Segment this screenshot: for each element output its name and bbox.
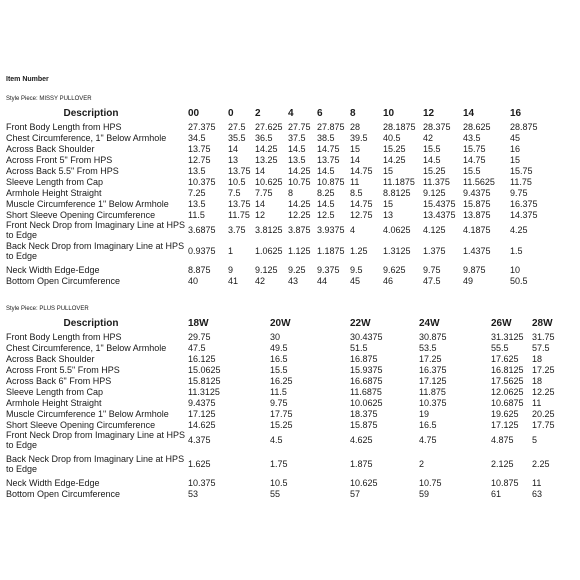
- table-row: [6, 430, 576, 450]
- row-description: Bottom Open Circumference: [6, 276, 121, 286]
- row-description: Across Front 5.5" From HPS: [6, 365, 120, 375]
- row-description: Neck Width Edge-Edge: [6, 265, 100, 275]
- header-size: 28W: [532, 318, 553, 329]
- row-value: 50.5: [510, 276, 528, 286]
- row-value: 4.125: [423, 225, 446, 235]
- row-value: 15: [510, 155, 521, 165]
- table-header-row: [6, 318, 576, 330]
- row-value: 18: [532, 354, 543, 364]
- row-value: 10.875: [491, 478, 519, 488]
- row-value: 14.75: [350, 166, 373, 176]
- row-value: 42: [255, 276, 266, 286]
- row-value: 40: [188, 276, 199, 286]
- row-value: 10.375: [188, 478, 216, 488]
- row-description: Armhole Height Straight: [6, 398, 102, 408]
- row-value: 1.5: [510, 246, 523, 256]
- row-value: 14.25: [383, 155, 406, 165]
- row-value: 42: [423, 133, 434, 143]
- row-value: 0.9375: [188, 246, 216, 256]
- row-value: 13.5: [188, 166, 206, 176]
- row-value: 55.5: [491, 343, 509, 353]
- row-value: 3.75: [228, 225, 246, 235]
- row-value: 30: [270, 332, 281, 342]
- row-value: 16.375: [419, 365, 447, 375]
- row-value: 10: [510, 265, 521, 275]
- row-value: 27.75: [288, 122, 311, 132]
- row-value: 4.25: [510, 225, 528, 235]
- row-value: 9.75: [270, 398, 288, 408]
- row-value: 30.875: [419, 332, 447, 342]
- row-value: 14: [350, 155, 361, 165]
- row-value: 31.75: [532, 332, 555, 342]
- row-value: 46: [383, 276, 394, 286]
- row-description: Armhole Height Straight: [6, 188, 102, 198]
- row-value: 7.75: [255, 188, 273, 198]
- row-value: 53: [188, 489, 199, 499]
- row-value: 14.25: [288, 199, 311, 209]
- row-value: 28.875: [510, 122, 538, 132]
- row-description: Back Neck Drop from Imaginary Line at HPS to Edge: [6, 454, 185, 474]
- row-value: 15.25: [270, 420, 293, 430]
- row-value: 2: [419, 459, 425, 469]
- header-size: 14: [463, 108, 475, 119]
- row-value: 9.75: [510, 188, 528, 198]
- row-value: 14: [255, 166, 266, 176]
- row-value: 35.5: [228, 133, 246, 143]
- row-value: 5: [532, 435, 538, 445]
- row-value: 15.4375: [423, 199, 456, 209]
- row-value: 2.25: [532, 459, 550, 469]
- row-value: 15.0625: [188, 365, 221, 375]
- row-value: 14: [255, 199, 266, 209]
- row-value: 9.4375: [463, 188, 491, 198]
- row-value: 11.5625: [463, 177, 495, 187]
- row-value: 10.75: [419, 478, 442, 488]
- row-value: 12.25: [288, 210, 311, 220]
- row-value: 1.875: [350, 459, 373, 469]
- table-row: [6, 488, 576, 500]
- row-value: 15.75: [463, 144, 486, 154]
- row-value: 36.5: [255, 133, 273, 143]
- row-value: 28.375: [423, 122, 451, 132]
- row-value: 17.75: [270, 409, 293, 419]
- row-value: 3.875: [288, 225, 311, 235]
- header-size: 4: [288, 108, 294, 119]
- row-value: 11.75: [228, 210, 250, 220]
- row-value: 13.75: [188, 144, 211, 154]
- row-value: 15.8125: [188, 376, 221, 386]
- table-header-row: [6, 108, 576, 120]
- row-value: 15: [383, 199, 394, 209]
- row-value: 29.75: [188, 332, 211, 342]
- row-value: 12.0625: [491, 387, 524, 397]
- row-value: 44: [317, 276, 328, 286]
- row-value: 1.625: [188, 459, 211, 469]
- row-value: 39.5: [350, 133, 368, 143]
- row-value: 10.6875: [491, 398, 524, 408]
- row-description: Chest Circumference, 1" Below Armhole: [6, 343, 167, 353]
- row-value: 38.5: [317, 133, 335, 143]
- row-value: 16.8125: [491, 365, 524, 375]
- row-value: 15.25: [423, 166, 446, 176]
- header-description: Description: [63, 318, 119, 329]
- row-value: 1.4375: [463, 246, 491, 256]
- row-value: 47.5: [188, 343, 206, 353]
- row-value: 10.375: [188, 177, 216, 187]
- header-size: 10: [383, 108, 395, 119]
- row-value: 1.375: [423, 246, 446, 256]
- row-description: Back Neck Drop from Imaginary Line at HPS to Edge: [6, 241, 185, 261]
- row-value: 10.625: [255, 177, 283, 187]
- row-description: Short Sleeve Opening Circumference: [6, 210, 156, 220]
- row-value: 1: [228, 246, 234, 256]
- row-value: 12.25: [532, 387, 555, 397]
- row-value: 40.5: [383, 133, 401, 143]
- row-value: 9: [228, 265, 234, 275]
- row-value: 16.6875: [350, 376, 383, 386]
- row-description: Sleeve Length from Cap: [6, 177, 104, 187]
- row-value: 10.5: [228, 177, 246, 187]
- row-value: 45: [510, 133, 521, 143]
- header-size: 24W: [419, 318, 440, 329]
- row-value: 28.625: [463, 122, 491, 132]
- row-value: 49.5: [270, 343, 288, 353]
- row-value: 2.125: [491, 459, 514, 469]
- row-value: 34.5: [188, 133, 206, 143]
- row-value: 9.25: [288, 265, 306, 275]
- row-description: Across Back 6" From HPS: [6, 376, 112, 386]
- row-value: 12.75: [350, 210, 373, 220]
- row-value: 11.3125: [188, 387, 220, 397]
- row-value: 16.125: [188, 354, 216, 364]
- row-value: 17.625: [491, 354, 519, 364]
- row-value: 4.75: [419, 435, 437, 445]
- row-value: 9.625: [383, 265, 406, 275]
- row-value: 4.1875: [463, 225, 491, 235]
- row-value: 14.5: [423, 155, 441, 165]
- row-value: 11: [532, 398, 542, 408]
- row-description: Short Sleeve Opening Circumference: [6, 420, 156, 430]
- row-value: 19: [419, 409, 430, 419]
- row-value: 10.0625: [350, 398, 383, 408]
- row-description: Across Back 5.5" From HPS: [6, 166, 119, 176]
- row-value: 14: [228, 144, 239, 154]
- row-value: 43.5: [463, 133, 481, 143]
- row-value: 4: [350, 225, 356, 235]
- row-value: 11: [532, 478, 542, 488]
- row-value: 4.0625: [383, 225, 411, 235]
- row-value: 28.1875: [383, 122, 416, 132]
- row-value: 7.5: [228, 188, 241, 198]
- row-value: 11.6875: [350, 387, 382, 397]
- row-value: 10.5: [270, 478, 288, 488]
- row-value: 13.5: [188, 199, 206, 209]
- row-value: 1.0625: [255, 246, 283, 256]
- header-size: 0: [228, 108, 234, 119]
- row-value: 14.625: [188, 420, 216, 430]
- row-value: 9.4375: [188, 398, 216, 408]
- row-value: 16.5: [419, 420, 437, 430]
- row-value: 15.5: [423, 144, 441, 154]
- row-value: 20.25: [532, 409, 555, 419]
- row-value: 15.5: [270, 365, 288, 375]
- row-value: 12.5: [317, 210, 335, 220]
- table-row: [6, 241, 576, 261]
- header-size: 22W: [350, 318, 371, 329]
- row-value: 17.125: [188, 409, 216, 419]
- row-value: 10.875: [317, 177, 345, 187]
- row-value: 16.875: [350, 354, 378, 364]
- row-value: 49: [463, 276, 474, 286]
- row-value: 13: [383, 210, 394, 220]
- row-value: 37.5: [288, 133, 306, 143]
- row-value: 47.5: [423, 276, 441, 286]
- row-description: Neck Width Edge-Edge: [6, 478, 100, 488]
- row-value: 1.1875: [317, 246, 345, 256]
- row-value: 15: [350, 144, 361, 154]
- row-value: 15.875: [350, 420, 378, 430]
- row-value: 12.75: [188, 155, 211, 165]
- row-value: 11.5: [270, 387, 287, 397]
- row-value: 3.8125: [255, 225, 283, 235]
- row-value: 11.875: [419, 387, 446, 397]
- header-size: 16: [510, 108, 522, 119]
- row-value: 9.75: [423, 265, 441, 275]
- row-value: 9.375: [317, 265, 340, 275]
- row-value: 17.125: [419, 376, 447, 386]
- row-description: Across Back Shoulder: [6, 144, 95, 154]
- table-row: [6, 220, 576, 240]
- row-value: 9.125: [423, 188, 446, 198]
- row-value: 27.375: [188, 122, 216, 132]
- header-size: 00: [188, 108, 200, 119]
- row-value: 17.5625: [491, 376, 524, 386]
- row-description: Across Back Shoulder: [6, 354, 95, 364]
- row-value: 4.875: [491, 435, 514, 445]
- row-value: 17.75: [532, 420, 555, 430]
- row-value: 19.625: [491, 409, 519, 419]
- row-value: 13.4375: [423, 210, 456, 220]
- row-value: 1.3125: [383, 246, 411, 256]
- row-value: 14.25: [255, 144, 278, 154]
- row-description: Front Neck Drop from Imaginary Line at HPS to Edge: [6, 220, 186, 240]
- row-value: 1.25: [350, 246, 368, 256]
- row-description: Across Front 5" From HPS: [6, 155, 113, 165]
- row-value: 57.5: [532, 343, 550, 353]
- row-value: 41: [228, 276, 239, 286]
- row-value: 13.75: [228, 199, 251, 209]
- row-value: 16.5: [270, 354, 288, 364]
- row-value: 14.5: [288, 144, 306, 154]
- row-value: 10.375: [419, 398, 447, 408]
- row-value: 27.875: [317, 122, 345, 132]
- row-value: 11.75: [510, 177, 532, 187]
- plus-style-label: Style Piece: PLUS PULLOVER: [6, 306, 89, 312]
- row-value: 7.25: [188, 188, 206, 198]
- row-value: 13.5: [288, 155, 306, 165]
- row-description: Chest Circumference, 1" Below Armhole: [6, 133, 167, 143]
- row-value: 31.3125: [491, 332, 524, 342]
- row-description: Front Body Length from HPS: [6, 332, 122, 342]
- header-size: 26W: [491, 318, 512, 329]
- row-value: 4.375: [188, 435, 211, 445]
- row-value: 15.875: [463, 199, 491, 209]
- row-value: 11.375: [423, 177, 450, 187]
- header-size: 12: [423, 108, 435, 119]
- row-value: 14.375: [510, 210, 538, 220]
- row-description: Bottom Open Circumference: [6, 489, 121, 499]
- row-value: 14.75: [350, 199, 373, 209]
- row-value: 43: [288, 276, 299, 286]
- header-size: 18W: [188, 318, 209, 329]
- row-value: 10.625: [350, 478, 378, 488]
- row-value: 10.75: [288, 177, 311, 187]
- row-value: 8.5: [350, 188, 363, 198]
- row-description: Muscle Circumference 1" Below Armhole: [6, 199, 169, 209]
- row-value: 13.25: [255, 155, 278, 165]
- row-value: 9.125: [255, 265, 278, 275]
- row-value: 1.125: [288, 246, 311, 256]
- row-value: 8.8125: [383, 188, 411, 198]
- row-value: 9.5: [350, 265, 363, 275]
- row-value: 63: [532, 489, 543, 499]
- row-value: 9.875: [463, 265, 486, 275]
- row-value: 16: [510, 144, 521, 154]
- row-value: 51.5: [350, 343, 368, 353]
- row-value: 8.875: [188, 265, 211, 275]
- row-value: 17.25: [532, 365, 555, 375]
- header-description: Description: [63, 108, 119, 119]
- header-size: 6: [317, 108, 323, 119]
- row-value: 16.375: [510, 199, 538, 209]
- header-size: 2: [255, 108, 261, 119]
- row-value: 11.1875: [383, 177, 415, 187]
- row-value: 55: [270, 489, 281, 499]
- row-value: 61: [491, 489, 502, 499]
- row-description: Front Neck Drop from Imaginary Line at HPS to Edge: [6, 430, 186, 450]
- row-value: 27.5: [228, 122, 246, 132]
- row-value: 15.9375: [350, 365, 383, 375]
- row-value: 14.5: [317, 166, 335, 176]
- row-value: 14.5: [317, 199, 335, 209]
- row-value: 13.875: [463, 210, 491, 220]
- row-description: Sleeve Length from Cap: [6, 387, 104, 397]
- row-value: 45: [350, 276, 361, 286]
- row-value: 11: [350, 177, 360, 187]
- row-value: 11.5: [188, 210, 205, 220]
- row-value: 28: [350, 122, 361, 132]
- row-value: 13.75: [228, 166, 251, 176]
- row-value: 1.75: [270, 459, 288, 469]
- row-value: 8: [288, 188, 294, 198]
- row-value: 8.25: [317, 188, 335, 198]
- row-value: 13: [228, 155, 239, 165]
- row-value: 16.25: [270, 376, 293, 386]
- header-size: 8: [350, 108, 356, 119]
- row-value: 14.75: [317, 144, 340, 154]
- row-value: 15: [383, 166, 394, 176]
- row-value: 53.5: [419, 343, 437, 353]
- row-value: 27.625: [255, 122, 283, 132]
- row-description: Front Body Length from HPS: [6, 122, 122, 132]
- table-row: [6, 275, 576, 287]
- row-value: 4.625: [350, 435, 373, 445]
- row-value: 59: [419, 489, 430, 499]
- row-description: Muscle Circumference 1" Below Armhole: [6, 409, 169, 419]
- table-row: [6, 454, 576, 474]
- row-value: 3.9375: [317, 225, 345, 235]
- row-value: 3.6875: [188, 225, 216, 235]
- row-value: 15.5: [463, 166, 481, 176]
- row-value: 13.75: [317, 155, 340, 165]
- item-number-label: Item Number: [6, 76, 49, 83]
- row-value: 15.25: [383, 144, 406, 154]
- row-value: 14.25: [288, 166, 311, 176]
- row-value: 14.75: [463, 155, 486, 165]
- missy-style-label: Style Piece: MISSY PULLOVER: [6, 96, 92, 102]
- row-value: 12: [255, 210, 266, 220]
- row-value: 17.125: [491, 420, 519, 430]
- row-value: 18.375: [350, 409, 378, 419]
- row-value: 17.25: [419, 354, 442, 364]
- row-value: 30.4375: [350, 332, 383, 342]
- row-value: 4.5: [270, 435, 283, 445]
- row-value: 15.75: [510, 166, 533, 176]
- row-value: 18: [532, 376, 543, 386]
- header-size: 20W: [270, 318, 291, 329]
- row-value: 57: [350, 489, 361, 499]
